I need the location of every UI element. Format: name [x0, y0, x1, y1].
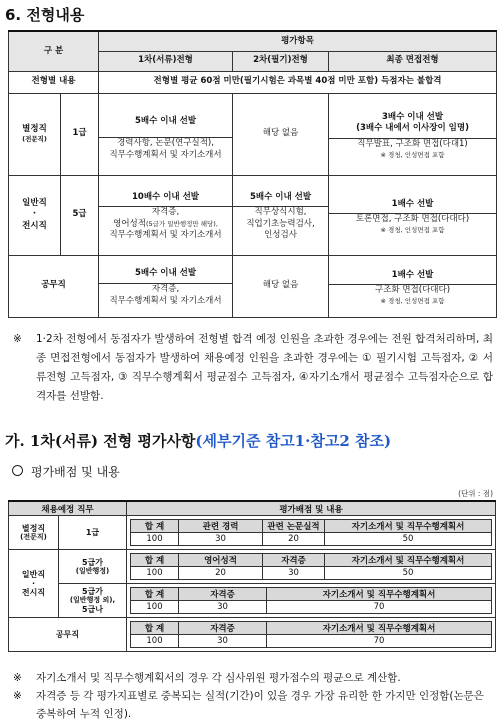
grade-label: 5급가 (일반행정): [59, 550, 127, 584]
note-item: ※ 자격증 등 각 평가지표별로 중복되는 실적(기간)이 있을 경우 가장 유리한 한 가지만 인정함(논문은 중복하여 누적 인정).: [13, 690, 484, 720]
grade-label: 5급: [61, 175, 99, 255]
score-breakdown: 합 계 자격증 자기소개서 및 직무수행계획서 100 30 70: [127, 584, 496, 618]
header-eval-items: 평가항목: [99, 31, 497, 51]
unit-label: (단위 : 점): [458, 489, 493, 498]
header-category: 구 분: [9, 31, 99, 71]
note-text: 1·2차 전형에서 동점자가 발생하여 전형별 합격 예정 인원을 초과한 경우에는 전원 합격처리하며, 최종 면접전형에서 동점자가 발생하여 채용예정 인원을 초과한 경우에는 ① 필기시험 고득점자, ② 서류전형 고득점자, ③ 직무수행계획서 평균점수 고득점자, ④자기소개서 평균점수 고득점자순으로 합격자를 선발함.: [36, 333, 493, 402]
screening-table: [8, 30, 497, 318]
reference-link: (세부기준 참고1·참고2 참조): [195, 432, 392, 450]
scoring-table: [8, 500, 496, 652]
content-label: 전형별 내용: [9, 71, 99, 93]
note-mark: ※: [13, 333, 22, 345]
subsection-heading: 가. 1차(서류) 전형 평가사항(세부기준 참고1·참고2 참조): [5, 432, 392, 450]
grade-label: 1급: [61, 93, 99, 175]
section-title: 6. 전형내용: [5, 6, 85, 24]
stage2-cell: 해당 없음: [233, 255, 329, 317]
scoring-notes: [8, 669, 493, 723]
group-label: 공무직: [9, 255, 99, 317]
score-breakdown: 합 계 영어성적 자격증 자기소개서 및 직무수행계획서 100 20 30 50: [127, 550, 496, 584]
header-job: 채용예정 직무: [9, 501, 127, 516]
stage2-cell: 해당 없음: [233, 93, 329, 175]
stage1-cell: 10배수 이내 선발 자격증, 영어성적(5급가 일반행정만 해당), 직무수행계획서 및 자기소개서: [99, 175, 233, 255]
group-label: 별정직 (전문직): [9, 516, 59, 550]
header-stage2: 2차(필기)전형: [233, 51, 329, 71]
tie-break-note: [8, 330, 493, 406]
score-breakdown: 합 계 관련 경력 관련 논문실적 자기소개서 및 직무수행계획서 100 30 20 50: [127, 516, 496, 550]
header-score: 평가배점 및 내용: [127, 501, 496, 516]
header-stage3: 최종 면접전형: [329, 51, 497, 71]
stage1-cell: 5배수 이내 선발 자격증, 직무수행계획서 및 자기소개서: [99, 255, 233, 317]
stage3-cell: 3배수 이내 선발 (3배수 내에서 이사장이 임명) 직무발표, 구조화 면접(다대1) ※ 경청, 인성면접 포함: [329, 93, 497, 175]
header-stage1: 1차(서류)전형: [99, 51, 233, 71]
stage1-cell: 5배수 이내 선발 경력사항, 논문(연구실적), 직무수행계획서 및 자기소개서: [99, 93, 233, 175]
group-label: 별정직 (전문직): [9, 93, 61, 175]
group-label: 공무직: [9, 618, 127, 652]
stage3-cell: 1배수 선발 토론면접, 구조화 면접(다대다) ※ 경청, 인성면접 포함: [329, 175, 497, 255]
stage3-cell: 1배수 선발 구조화 면접(다대다) ※ 경청, 인성면접 포함: [329, 255, 497, 317]
content-text: 전형별 평균 60점 미만(필기시험은 과목별 40점 미만 포함) 득점자는 불합격: [99, 71, 497, 93]
stage2-cell: 5배수 이내 선발 직무상식시험, 직업기초능력검사, 인성검사: [233, 175, 329, 255]
group-label: 일반직 · 전시직: [9, 175, 61, 255]
grade-label: 5급가 (일반행정 외), 5급나: [59, 584, 127, 618]
score-breakdown: 합 계 자격증 자기소개서 및 직무수행계획서 100 30 70: [127, 618, 496, 652]
note-item: ※ 자기소개서 및 직무수행계획서의 경우 각 심사위원 평가점수의 평균으로 계산함.: [13, 672, 401, 684]
grade-label: 1급: [59, 516, 127, 550]
group-label: 일반직 · 전시직: [9, 550, 59, 618]
score-heading: 평가배점 및 내용: [12, 463, 120, 480]
circle-bullet-icon: [12, 465, 23, 476]
